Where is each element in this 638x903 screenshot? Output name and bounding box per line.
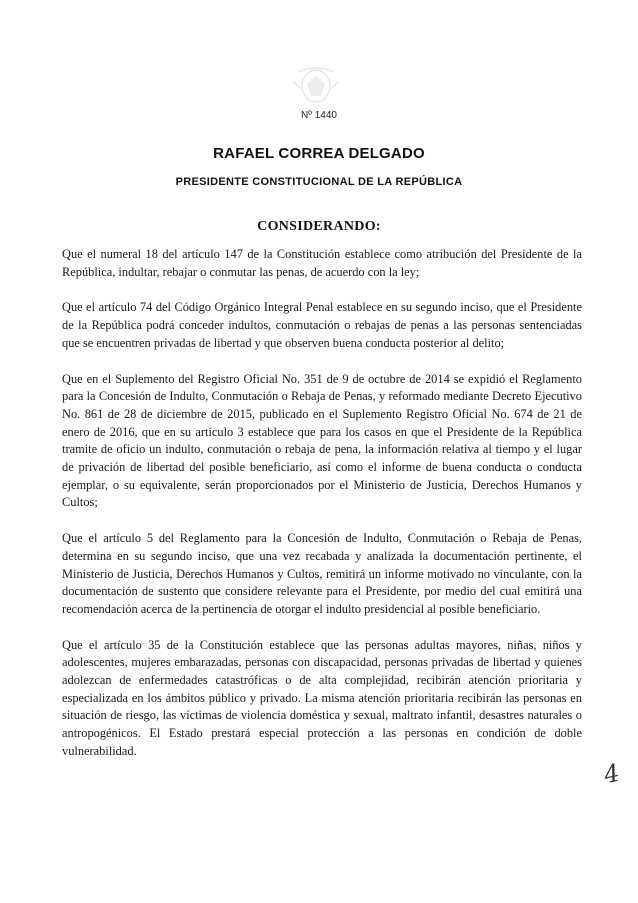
paragraph: Que el numeral 18 del artículo 147 de la Constitución establece como atribución del Presidente de la República, indultar, rebajar o conmutar las penas, de acuerdo con la ley; [62,247,582,279]
section-heading: CONSIDERANDO: [257,219,381,234]
paragraph: Que en el Suplemento del Registro Oficial No. 351 de 9 de octubre de 2014 se expidió el Reglamento para la Concesión de Indulto, Conmutación o Rebaja de Penas, y reformado mediante Decreto Ejecutivo No. 861 de 28 de diciembre de 2015, publicado en el Suplemento Registro Oficial No. 674 de 21 de enero de 2016, que en su artículo 3 establece que para los casos en que el Presidente de la República tramite de oficio un indulto, conmutación o rebaja de pena, la información relativa al tiempo y el lugar de privación de libertad del posible beneficiario, así como el informe de buena conducta o conducta ejemplar, o su equivalente, serán proporcionados por el Ministerio de Justicia, Derechos Humanos y Cultos; [62,371,582,510]
paragraph: Que el artículo 5 del Reglamento para la Concesión de Indulto, Conmutación o Rebaja de Penas, determina en su segundo inciso, que una vez recabada y analizada la documentación pertinente, el Ministerio de Justicia, Derechos Humanos y Cultos, remitirá un informe motivado no vinculante, con la documentación de sustento que considere relevante para el Presidente, por medio del cual emitirá una recomendación acerca de la pertinencia de otorgar el indulto presidencial al posible beneficiario. [62,531,582,616]
handwritten-initials: 4 [601,758,623,790]
paragraph: Que el artículo 74 del Código Orgánico Integral Penal establece en su segundo inciso, que el Presidente de la República podrá conceder indultos, conmutación o rebajas de penas a las personas sentenciadas que se encuentren privadas de libertad y que observen buena conducta posterior al delito; [62,300,582,350]
president-title: PRESIDENTE CONSTITUCIONAL DE LA REPÚBLICA [175,176,463,188]
paragraph: Que el artículo 35 de la Constitución establece que las personas adultas mayores, niñas, niños y adolescentes, mujeres embarazadas, personas con discapacidad, personas privadas de libertad y quienes adolezcan de enfermedades catastróficas o de alta complejidad, recibirán atención prioritaria y especializada en los ámbitos público y privado. La misma atención prioritaria recibirán las personas en situación de riesgo, las víctimas de violencia doméstica y sexual, maltrato infantil, desastres naturales o antropogénicos. El Estado prestará especial protección a las personas en condición de doble vulnerabilidad. [62,637,582,758]
coat-of-arms-seal-icon [291,62,341,106]
president-name: RAFAEL CORREA DELGADO [213,145,425,162]
decree-number: Nº 1440 [301,110,337,121]
document-body [62,246,582,779]
